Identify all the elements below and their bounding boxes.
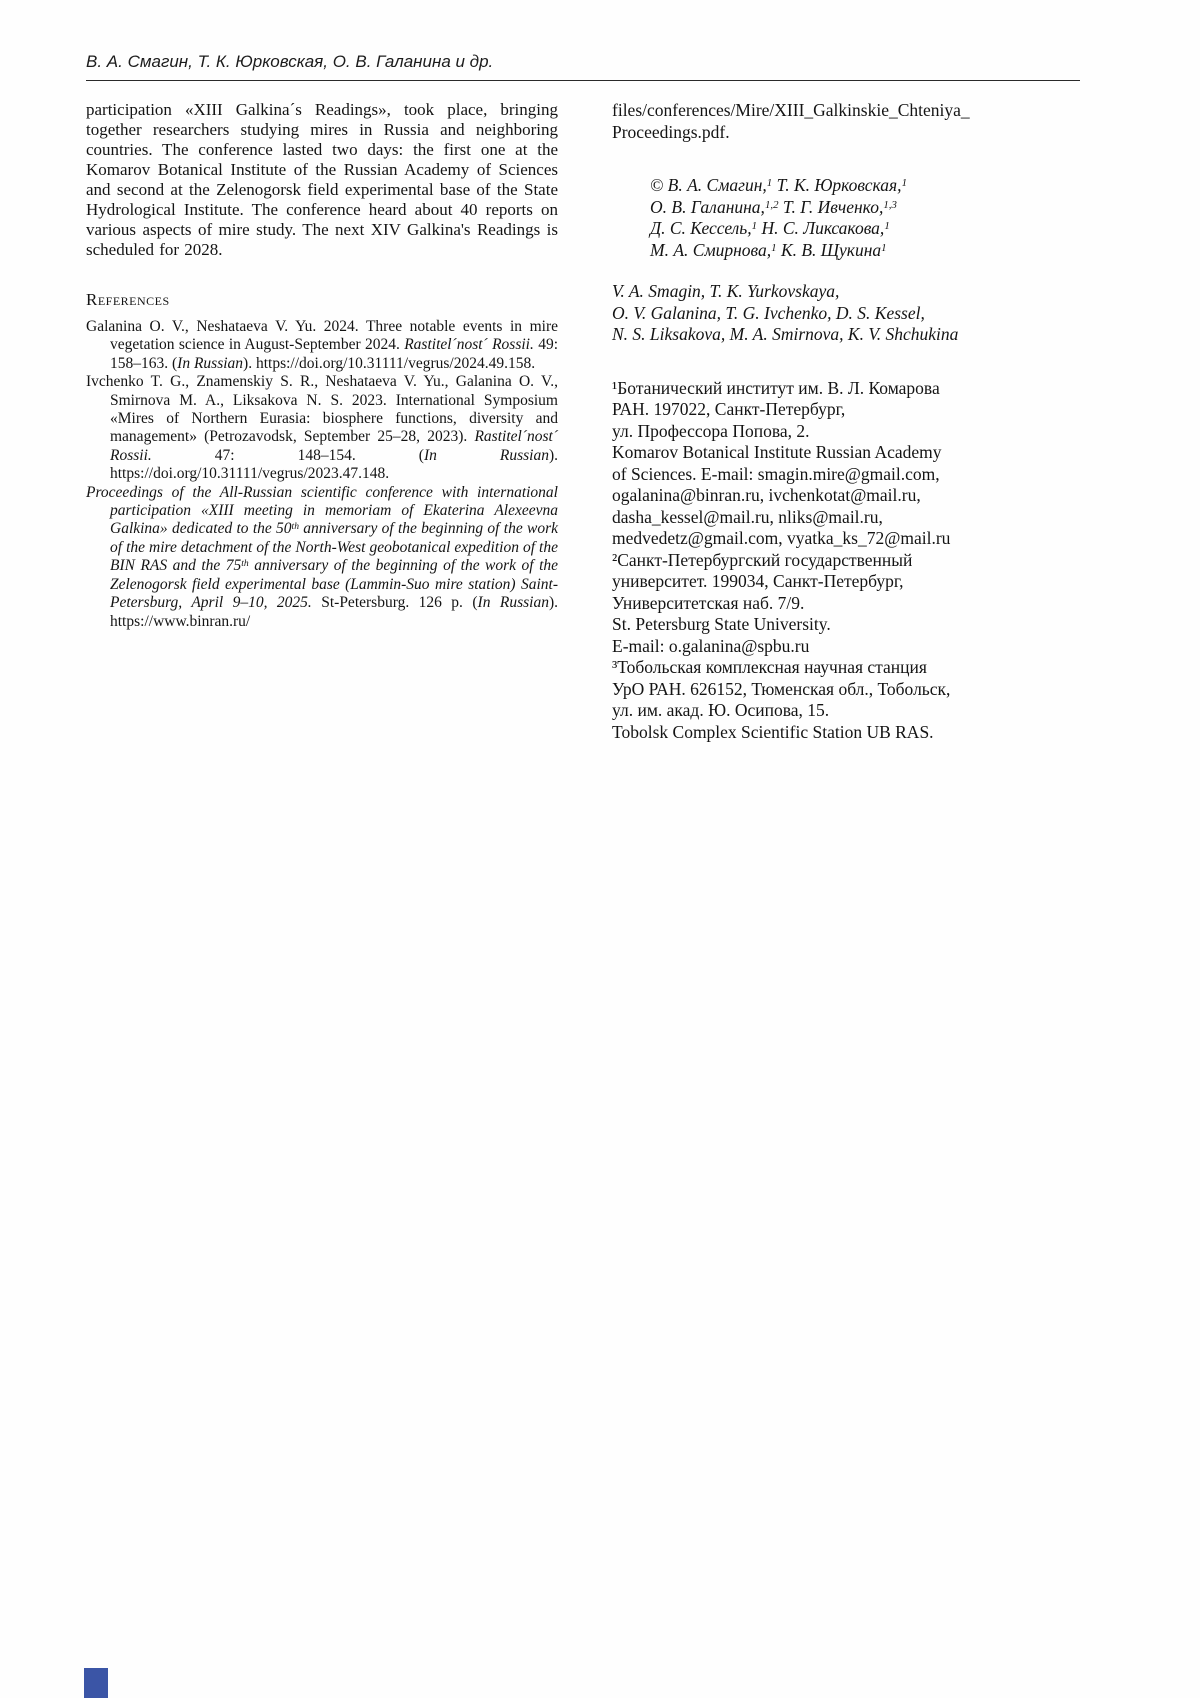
running-header: В. А. Смагин, Т. К. Юрковская, О. В. Галанина и др.: [86, 52, 494, 71]
left-column: [86, 100, 558, 631]
reference-entry-2: Ivchenko T. G., Znamenskiy S. R., Neshataeva V. Yu., Galanina O. V., Smirnova M. A., Liksakova N. S. 2023. International Symposium «Mires of Northern Eurasia: biosphere functions, diversity and management» (Petrozavodsk, September 25–28, 2023). Rastitel´nost´ Rossii. 47: 148–154. (In Russian). https://doi.org/10.31111/vegrus/2023.47.148.: [86, 373, 559, 483]
affiliations-block: ¹Ботанический институт им. В. Л. Комарова РАН. 197022, Санкт-Петербург, ул. Профессора Попова, 2. Komarov Botanical Institute Russian Academy of Sciences. E-mail: smagin.mire@gmail.com, ogalanina@binran.ru, ivchenkotat@mail.ru, dasha_kessel@mail.ru, nliks@mail.ru, medvedetz@gmail.com, vyatka_ks_72@mail.ru ²Санкт-Петербургский государственный университет. 199034, Санкт-Петербург, Университетская наб. 7/9. St. Petersburg State University. E-mail: o.galanina@spbu.ru ³Тобольская комплексная научная станция УрО РАН. 626152, Тюменская обл., Тобольск, ул. им. акад. Ю. Осипова, 15. Tobolsk Complex Scientific Station UB RAS.: [612, 377, 951, 742]
page-corner-mark: [84, 1668, 108, 1698]
reference-entry-1: Galanina O. V., Neshataeva V. Yu. 2024. Three notable events in mire vegetation science in August-September 2024. Rastitel´nost´ Rossii. 49: 158–163. (In Russian). https://doi.org/10.31111/vegrus/2024.49.158.: [86, 318, 558, 372]
header-rule: [86, 80, 1080, 81]
authors-latin: V. A. Smagin, T. K. Yurkovskaya, O. V. Galanina, T. G. Ivchenko, D. S. Kessel, N. S. Liksakova, M. A. Smirnova, K. V. Shchukina: [612, 281, 959, 344]
url-continuation: files/conferences/Mire/XIII_Galkinskie_Chteniya_ Proceedings.pdf.: [612, 100, 970, 142]
right-column: [612, 100, 1082, 743]
reference-entry-3: Proceedings of the All-Russian scientific conference with international participation «XIII meeting in memoriam of Ekaterina Alexeevna Galkina» dedicated to the 50th anniversary of the beginning of the work of the mire detachment of the North-West geobotanical expedition of the BIN RAS and the 75th anniversary of the beginning of the work of the Zelenogorsk field experimental base (Lammin-Suo mire station) Saint-Petersburg, April 9–10, 2025. St-Petersburg. 126 p. (In Russian). https://www.binran.ru/: [86, 483, 559, 630]
references-heading: References: [86, 290, 170, 309]
intro-paragraph: participation «XIII Galkina´s Readings», took place, bringing together researchers studying mires in Russia and neighboring countries. The conference lasted two days: the first one at the Komarov Botanical Institute of the Russian Academy of Sciences and second at the Zelenogorsk field experimental base of the State Hydrological Institute. The conference heard about 40 reports on various aspects of mire study. The next XIV Galkina's Readings is scheduled for 2028.: [86, 100, 558, 259]
copyright-authors-russian: © В. А. Смагин,$^1$ Т. К. Юрковская,$^1$ О. В. Галанина,$^{1,2}$ Т. Г. Ивченко,$^{1,3}$ Д. С. Кессель,$^1$ Н. С. Ликсакова,$^1$ М. А. Смирнова,$^1$ К. В. Щукина$^1$: [650, 175, 907, 260]
